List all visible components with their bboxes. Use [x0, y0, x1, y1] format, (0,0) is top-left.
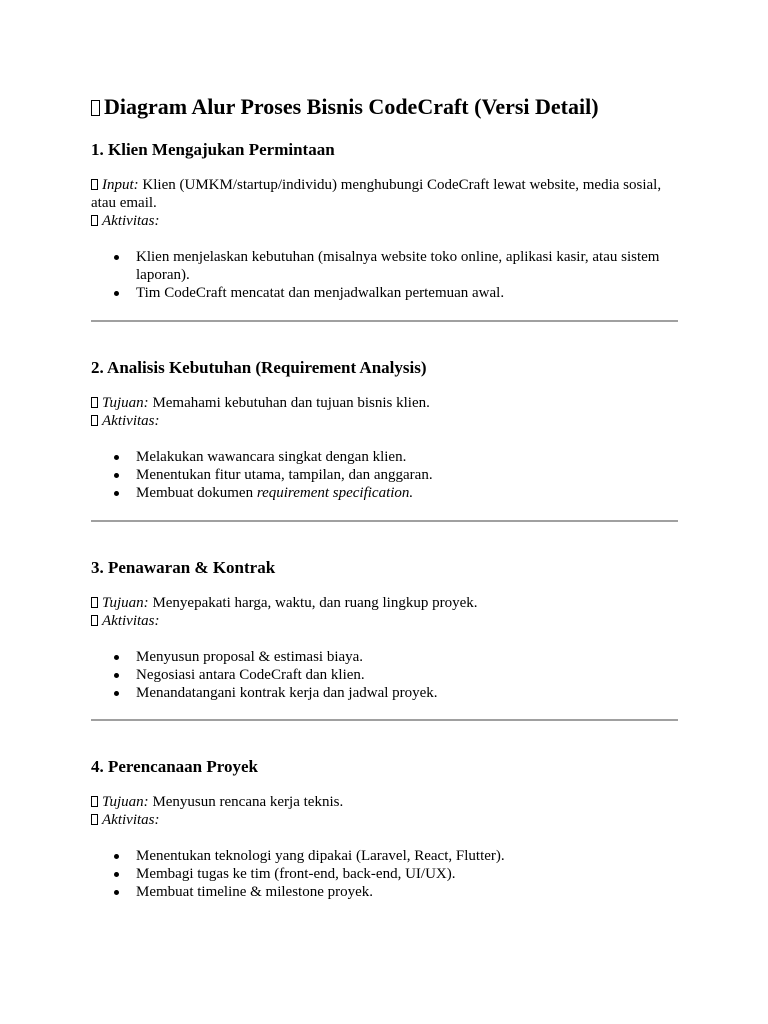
section-2	[91, 357, 678, 502]
section-meta	[91, 793, 678, 829]
list-item-text: Menandatangani kontrak kerja dan jadwal proyek.	[136, 685, 438, 701]
horizontal-rule	[91, 320, 678, 322]
activities-line	[91, 212, 678, 230]
activities-label: Aktivitas:	[102, 613, 160, 629]
goal-text: Memahami kebutuhan dan tujuan bisnis klien.	[148, 395, 430, 411]
missing-glyph-icon	[91, 100, 100, 116]
bullet-dot-icon	[114, 291, 119, 296]
bullet-dot-icon	[114, 491, 119, 496]
bullet-dot-icon	[114, 255, 119, 260]
list-item	[91, 847, 678, 865]
list-item	[91, 248, 678, 284]
activity-list	[91, 448, 678, 502]
goal-label: Tujuan:	[102, 395, 149, 411]
section-3	[91, 557, 678, 702]
goal-text: Menyepakati harga, waktu, dan ruang lingkup proyek.	[148, 595, 478, 611]
activities-line	[91, 811, 678, 829]
list-item	[91, 648, 678, 666]
bullet-dot-icon	[114, 890, 119, 895]
section-meta	[91, 394, 678, 430]
horizontal-rule	[91, 719, 678, 721]
document-title-text: Diagram Alur Proses Bisnis CodeCraft (Versi Detail)	[104, 94, 599, 119]
horizontal-rule	[91, 520, 678, 522]
input-line	[91, 176, 678, 212]
activity-list	[91, 248, 678, 302]
section-heading: 2. Analisis Kebutuhan (Requirement Analysis)	[91, 358, 427, 377]
list-item	[91, 883, 678, 901]
list-item-text: Membuat dokumen	[136, 485, 257, 501]
section-meta	[91, 176, 678, 230]
goal-label: Tujuan:	[102, 794, 149, 810]
list-item	[91, 865, 678, 883]
missing-glyph-icon	[91, 814, 98, 825]
list-item-text: Membagi tugas ke tim (front-end, back-end, UI/UX).	[136, 866, 456, 882]
list-item	[91, 448, 678, 466]
bullet-dot-icon	[114, 455, 119, 460]
list-item	[91, 666, 678, 684]
missing-glyph-icon	[91, 215, 98, 226]
input-text: Klien (UMKM/startup/individu) menghubungi CodeCraft lewat website, media sosial, atau email.	[91, 177, 662, 211]
bullet-dot-icon	[114, 473, 119, 478]
list-item-text: Negosiasi antara CodeCraft dan klien.	[136, 667, 365, 683]
goal-line	[91, 594, 678, 612]
goal-line	[91, 793, 678, 811]
bullet-dot-icon	[114, 673, 119, 678]
activities-label: Aktivitas:	[102, 413, 160, 429]
list-item-text: Menyusun proposal & estimasi biaya.	[136, 649, 364, 665]
bullet-dot-icon	[114, 872, 119, 877]
section-heading: 3. Penawaran & Kontrak	[91, 558, 276, 577]
bullet-dot-icon	[114, 691, 119, 696]
list-item	[91, 466, 678, 484]
section-4	[91, 756, 678, 901]
activities-line	[91, 412, 678, 430]
list-item	[91, 684, 678, 702]
list-item-emphasis: requirement specification.	[256, 485, 414, 501]
activity-list	[91, 648, 678, 702]
missing-glyph-icon	[91, 179, 98, 190]
missing-glyph-icon	[91, 397, 98, 408]
section-1	[91, 139, 678, 302]
list-item	[91, 284, 678, 302]
bullet-dot-icon	[114, 854, 119, 859]
bullet-dot-icon	[114, 655, 119, 660]
missing-glyph-icon	[91, 615, 98, 626]
goal-text: Menyusun rencana kerja teknis.	[148, 794, 344, 810]
goal-line	[91, 394, 678, 412]
list-item-text: Tim CodeCraft mencatat dan menjadwalkan pertemuan awal.	[136, 285, 505, 301]
list-item-text: Membuat timeline & milestone proyek.	[136, 884, 374, 900]
activities-line	[91, 612, 678, 630]
list-item-text: Klien menjelaskan kebutuhan (misalnya website toko online, aplikasi kasir, atau sistem laporan).	[136, 249, 660, 283]
missing-glyph-icon	[91, 597, 98, 608]
goal-label: Tujuan:	[102, 595, 149, 611]
missing-glyph-icon	[91, 415, 98, 426]
list-item-text: Menentukan teknologi yang dipakai (Laravel, React, Flutter).	[136, 848, 505, 864]
activities-label: Aktivitas:	[102, 812, 160, 828]
section-meta	[91, 594, 678, 630]
activities-label: Aktivitas:	[102, 213, 160, 229]
section-heading: 4. Perencanaan Proyek	[91, 757, 258, 776]
list-item-text: Melakukan wawancara singkat dengan klien.	[136, 449, 407, 465]
list-item	[91, 484, 678, 502]
input-label: Input:	[102, 177, 139, 193]
missing-glyph-icon	[91, 796, 98, 807]
section-heading: 1. Klien Mengajukan Permintaan	[91, 140, 335, 159]
list-item-text: Menentukan fitur utama, tampilan, dan anggaran.	[136, 467, 433, 483]
activity-list	[91, 847, 678, 901]
document-title	[91, 93, 599, 121]
